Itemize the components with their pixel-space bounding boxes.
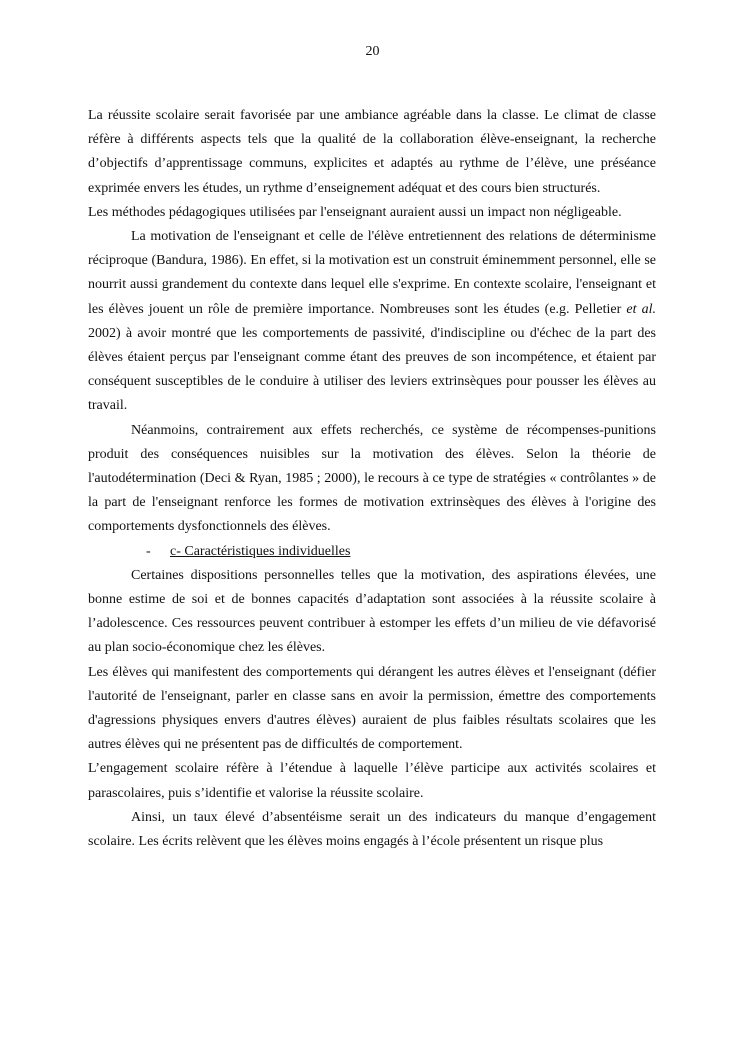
- section-heading: [88, 540, 656, 564]
- paragraph-classroom-climate: La réussite scolaire serait favorisée par une ambiance agréable dans la classe. Le climat de classe réfère à différents aspects tels que la qualité de la collaboration élève-enseignant, la recherche d’objectifs d’apprentissage communs, explicites et adaptés au rythme de l’élève, une préséance exprimée envers les études, un rythme d’enseignement adéquat et des cours bien structurés.: [88, 108, 656, 196]
- document-body: [88, 104, 656, 854]
- paragraph-absenteeism: Ainsi, un taux élevé d’absentéisme serait un des indicateurs du manque d’engagement scolaire. Les écrits relèvent que les élèves moins engagés à l’école présentent un risque plus: [88, 809, 656, 850]
- paragraph-reward-punishment: Néanmoins, contrairement aux effets recherchés, ce système de récompenses-punitions produit des conséquences nuisibles sur la motivation des élèves. Selon la théorie de l'autodétermination (Deci & Ryan, 1985 ; 2000), le recours à ce type de stratégies « contrôlantes » de la part de l'enseignant renforce les formes de motivation extrinsèques des élèves à l'origine des comportements dysfonctionnels des élèves.: [88, 422, 656, 535]
- paragraph-personal-dispositions: Certaines dispositions personnelles telles que la motivation, des aspirations élevées, une bonne estime de soi et de bonnes capacités d’adaptation sont associées à la réussite scolaire à l’adolescence. Ces ressources peuvent contribuer à estomper les effets d’un milieu de vie défavorisé au plan socio-économique chez les élèves.: [88, 567, 656, 656]
- heading-text: c- Caractéristiques individuelles: [170, 543, 351, 559]
- paragraph-school-engagement: L’engagement scolaire réfère à l’étendue à laquelle l’élève participe aux activités scolaires et parascolaires, puis s’identifie et valorise la réussite scolaire.: [88, 761, 656, 801]
- paragraph-disruptive-behaviour: Les élèves qui manifestent des comportements qui dérangent les autres élèves et l'enseignant (défier l'autorité de l'enseignant, parler en classe sans en avoir la permission, émettre des comportements d'agressions physiques envers d'autres élèves) auraient de plus faibles résultats scolaires que les autres élèves qui ne présentent pas de difficultés de comportement.: [88, 664, 656, 753]
- citation-et-al: et al.: [626, 301, 656, 317]
- paragraph-teacher-motivation: [88, 225, 656, 419]
- paragraph-teaching-methods: Les méthodes pédagogiques utilisées par l'enseignant auraient aussi un impact non négligeable.: [88, 204, 622, 220]
- paragraph-teacher-motivation-part1: La motivation de l'enseignant et celle de l'élève entretiennent des relations de déterminisme réciproque (Bandura, 1986). En effet, si la motivation est un construit éminemment personnel, elle se nourrit aussi grandement du contexte dans lequel elle s'exprime. En contexte scolaire, l'enseignant et les élèves jouent un rôle de première importance. Nombreuses sont les études (e.g. Pelletier: [88, 229, 656, 317]
- heading-bullet: -: [146, 543, 151, 559]
- page-number: 20: [365, 44, 380, 59]
- paragraph-teacher-motivation-part2: 2002) à avoir montré que les comportements de passivité, d'indiscipline ou d'échec de la part des élèves étaient perçus par l'enseignant comme étant des preuves de son incompétence, et étaient par conséquent susceptibles de le conduire à utiliser des leviers extrinsèques pour pousser les élèves au travail.: [88, 325, 656, 414]
